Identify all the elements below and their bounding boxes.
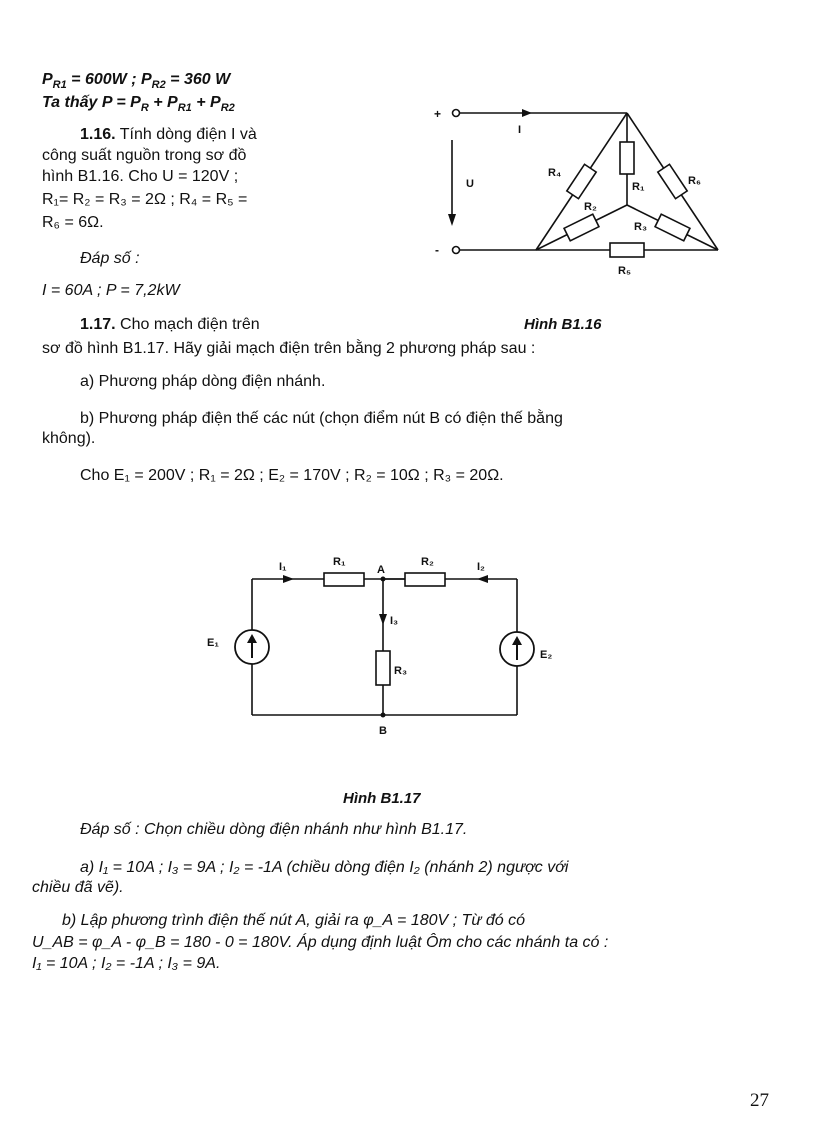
current-arrow-icon [522, 109, 532, 117]
label-r5: R₅ [618, 265, 631, 277]
label-b: B [379, 725, 387, 737]
plus-terminal-label: + [434, 107, 442, 121]
problem-116-line4: R₁= R₂ = R₃ = 2Ω ; R₄ = R₅ = [42, 191, 248, 208]
answer-a-line2: chiều đã vẽ). [32, 879, 124, 896]
label-r2: R₂ [421, 556, 434, 568]
problem-116-line1: 1.16. Tính dòng điện I và [80, 126, 257, 143]
label-a: A [377, 564, 385, 576]
resistor-r2 [405, 573, 445, 586]
method-a: a) Phương pháp dòng điện nhánh. [80, 373, 326, 390]
resistor-r3 [376, 651, 390, 685]
resistor-r1 [620, 142, 634, 174]
label-r1: R₁ [632, 181, 645, 193]
answer-b-line2: U_AB = φ_A - φ_B = 180 - 0 = 180V. Áp dụng định luật Ôm cho các nhánh ta có : [32, 934, 609, 951]
label-r6: R₆ [688, 175, 701, 187]
label-e2: E₂ [540, 649, 553, 661]
label-i3: I₃ [390, 615, 399, 627]
label-r2: R₂ [584, 201, 597, 213]
answer-b-line3: I₁ = 10A ; I₂ = -1A ; I₃ = 9A. [32, 955, 221, 972]
i2-arrow-icon [477, 575, 488, 583]
label-e1: E₁ [207, 637, 219, 649]
figure-b1-17 [195, 552, 555, 742]
resistor-r3 [655, 214, 690, 241]
problem-116-line3: hình B1.16. Cho U = 120V ; [42, 168, 239, 185]
voltage-label: U [466, 178, 474, 190]
resistor-r6 [658, 164, 687, 198]
answer-label-116: Đáp số : [80, 250, 140, 267]
figure-b1-17-caption: Hình B1.17 [343, 790, 421, 807]
node-b-dot [381, 713, 386, 718]
method-b-line1: b) Phương pháp điện thế các nút (chọn điểm nút B có điện thế bằng [80, 410, 563, 427]
figure-b1-16-caption: Hình B1.16 [524, 316, 602, 333]
i1-arrow-icon [283, 575, 294, 583]
minus-terminal [453, 247, 460, 254]
problem-116-line2: công suất nguồn trong sơ đồ [42, 147, 247, 164]
label-r1: R₁ [333, 556, 346, 568]
label-r3: R₃ [634, 221, 648, 233]
problem-117-line2: sơ đồ hình B1.17. Hãy giải mạch điện trên bằng 2 phương pháp sau : [42, 340, 536, 357]
current-label: I [518, 124, 522, 136]
answer-116: I = 60A ; P = 7,2kW [42, 282, 180, 299]
label-i2: I₂ [477, 561, 485, 573]
voltage-arrow-icon [448, 214, 456, 226]
label-i1: I₁ [279, 561, 287, 573]
answer-b-line1: b) Lập phương trình điện thế nút A, giải ra φ_A = 180V ; Từ đó có [62, 912, 526, 929]
problem-117-line1: 1.17. Cho mạch điện trên [80, 316, 260, 333]
page-number: 27 [750, 1090, 769, 1111]
label-r4: R₄ [548, 167, 562, 179]
answer-intro: Đáp số : Chọn chiều dòng điện nhánh như hình B1.17. [80, 821, 468, 838]
resistor-r1 [324, 573, 364, 586]
resistor-r4 [567, 164, 596, 198]
resistor-r2 [564, 214, 599, 241]
plus-terminal [453, 110, 460, 117]
method-b-line2: không). [42, 430, 96, 447]
resistor-r5 [610, 243, 644, 257]
answer-a-line1: a) I₁ = 10A ; I₃ = 9A ; I₂ = -1A (chiều dòng điện I₂ (nhánh 2) ngược với [80, 859, 569, 876]
problem-116-line5: R₆ = 6Ω. [42, 214, 104, 231]
power-sum-line: Ta thấy $P = P_R + P_{R1} + P_{R2}$ [42, 94, 235, 115]
label-r3: R₃ [394, 665, 408, 677]
minus-terminal-label: - [435, 243, 439, 257]
figure-b1-16 [430, 100, 730, 290]
given-values: Cho E₁ = 200V ; R₁ = 2Ω ; E₂ = 170V ; R₂ = 10Ω ; R₃ = 20Ω. [80, 467, 504, 484]
i3-arrow-icon [379, 614, 387, 625]
power-results-line: $P_{R1} = 600W$ ; $P_{R2} = 360$ W [42, 71, 231, 92]
